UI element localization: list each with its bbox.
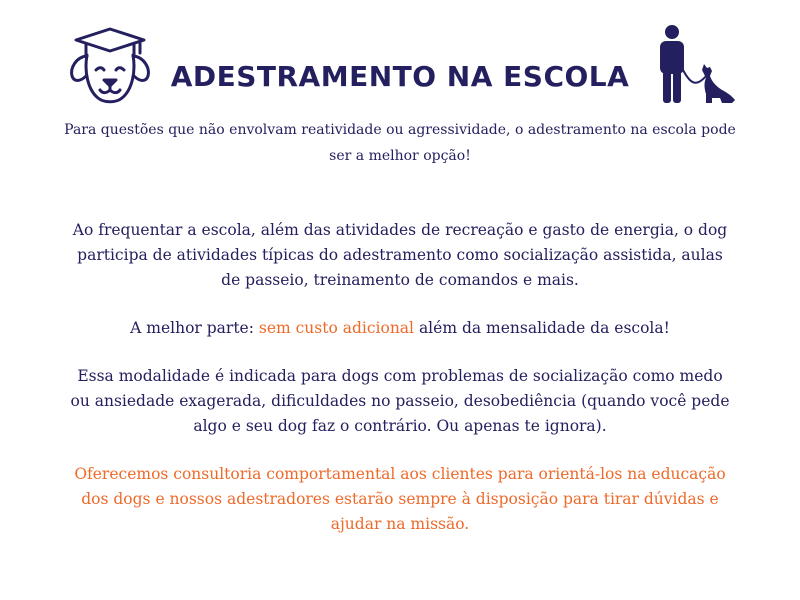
paragraph-activities: Ao frequentar a escola, além das atividades de recreação e gasto de energia, o dog participa de atividades típicas do adestramento como socialização assistida, aulas de passeio, treinamento de comandos e mais. bbox=[72, 221, 728, 289]
paragraph-best-part bbox=[70, 316, 730, 341]
best-part-tail: além da mensalidade da escola! bbox=[414, 319, 670, 337]
page-subtitle: Para questões que não envolvam reatividade ou agressividade, o adestramento na escola pode ser a melhor opção! bbox=[64, 122, 736, 164]
no-extra-cost-highlight: sem custo adicional bbox=[258, 319, 415, 337]
page-title: ADESTRAMENTO NA ESCOLA bbox=[170, 60, 630, 93]
paragraph-indication: Essa modalidade é indicada para dogs com problemas de socialização como medo ou ansiedade exagerada, dificuldades no passeio, desobediência (quando você pede algo e seu dog faz o contrário. Ou apenas te ignora). bbox=[70, 367, 730, 435]
content-body bbox=[70, 218, 730, 560]
paragraph-consulting: Oferecemos consultoria comportamental aos clientes para orientá-los na educação dos dogs e nossos adestradores estarão sempre à disposição para tirar dúvidas e ajudar na missão. bbox=[74, 465, 726, 533]
best-part-lead: A melhor parte: bbox=[130, 319, 259, 337]
